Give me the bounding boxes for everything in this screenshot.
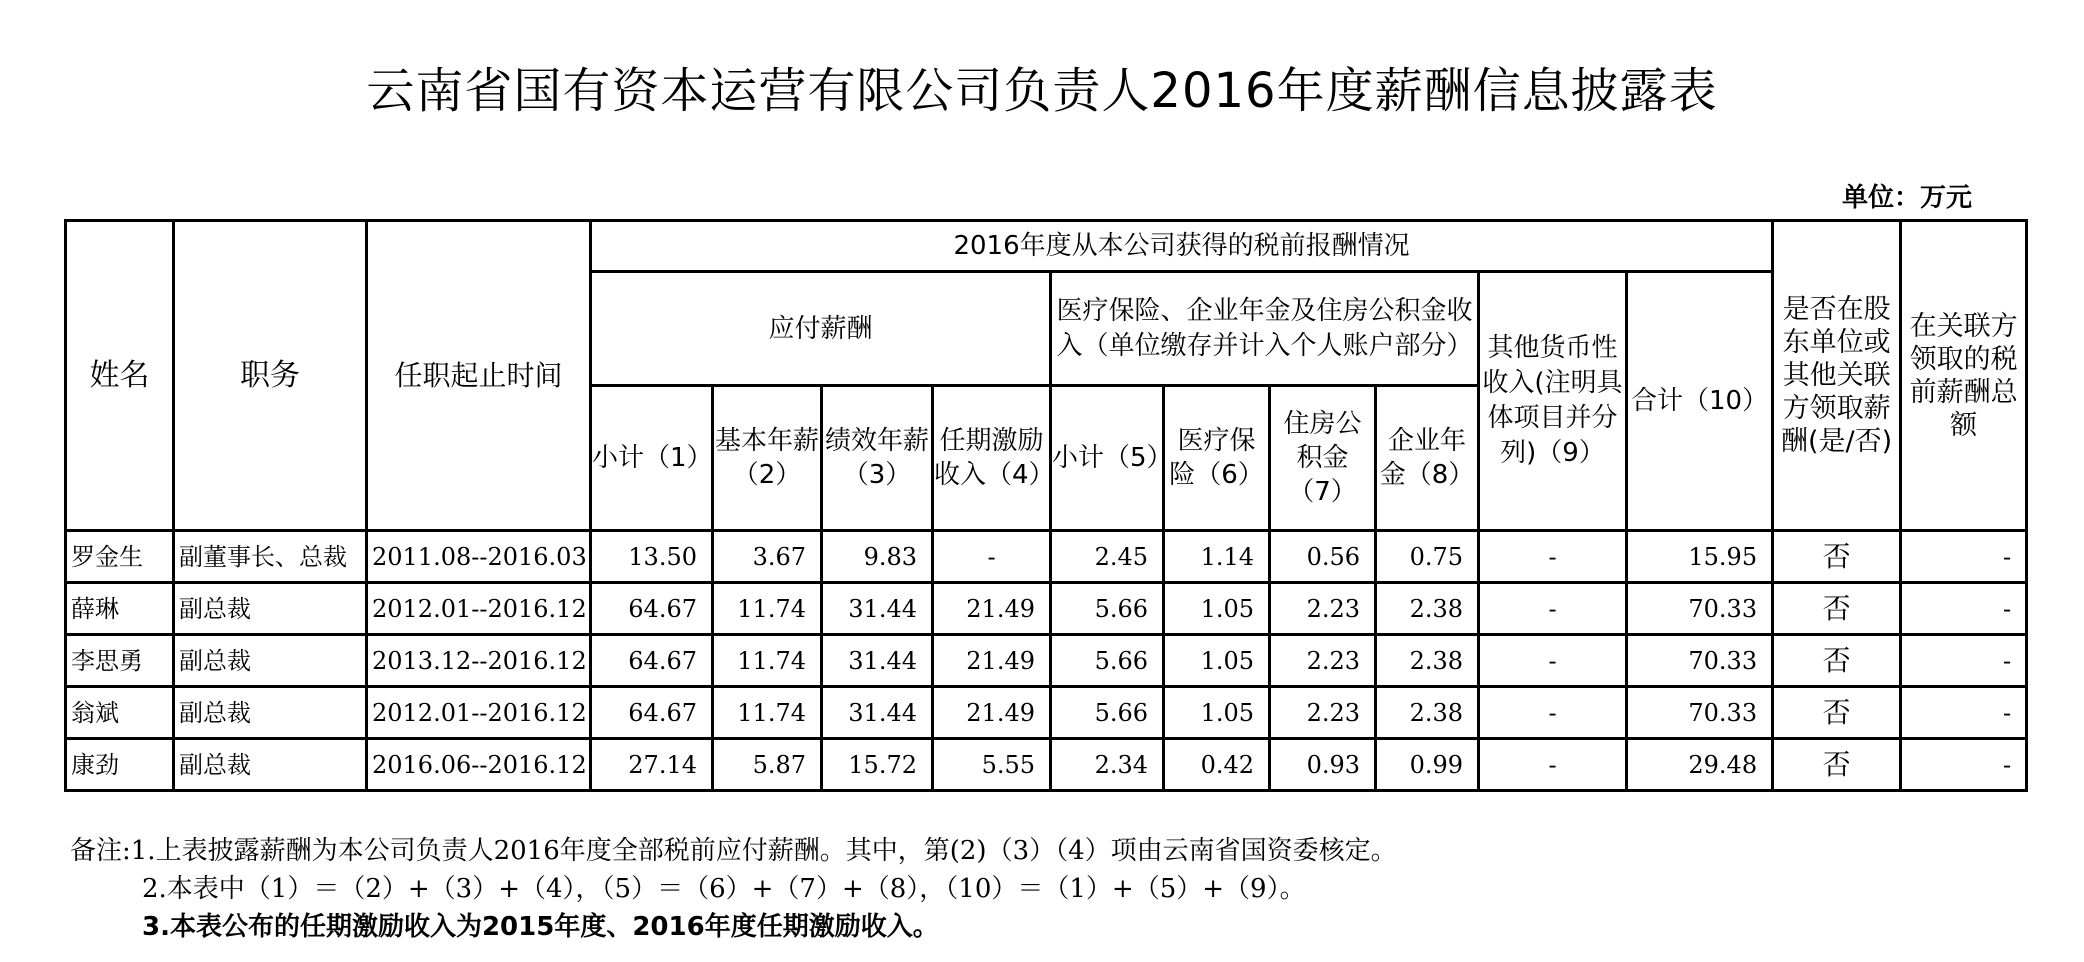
header-insurance-group: 医疗保险、企业年金及住房公积金收入（单位缴存并计入个人账户部分） — [1051, 272, 1479, 386]
cell-term: 2016.06--2016.12 — [367, 739, 591, 791]
header-subtotal-1: 小计（1） — [591, 386, 713, 531]
cell-incentive: 21.49 — [933, 687, 1051, 739]
cell-performance-salary: 15.72 — [822, 739, 933, 791]
cell-subtotal-5: 5.66 — [1051, 635, 1164, 687]
header-name: 姓名 — [66, 221, 174, 531]
cell-name: 薛琳 — [66, 583, 174, 635]
cell-name: 翁斌 — [66, 687, 174, 739]
cell-subtotal-5: 2.45 — [1051, 531, 1164, 583]
cell-is-other: 否 — [1773, 739, 1901, 791]
header-other-income: 其他货币性收入(注明具体项目并分列)（9） — [1479, 272, 1627, 531]
cell-subtotal-1: 64.67 — [591, 687, 713, 739]
header-pretax-group: 2016年度从本公司获得的税前报酬情况 — [591, 221, 1773, 272]
cell-subtotal-5: 5.66 — [1051, 583, 1164, 635]
cell-subtotal-5: 2.34 — [1051, 739, 1164, 791]
cell-is-other: 否 — [1773, 687, 1901, 739]
cell-subtotal-1: 64.67 — [591, 583, 713, 635]
unit-label: 单位：万元 — [1841, 183, 1972, 213]
header-related-total: 在关联方领取的税前薪酬总额 — [1901, 221, 2027, 531]
cell-total: 15.95 — [1627, 531, 1773, 583]
cell-incentive: 21.49 — [933, 635, 1051, 687]
cell-medical: 1.05 — [1164, 583, 1270, 635]
cell-base-salary: 11.74 — [713, 635, 822, 687]
cell-related-total: - — [1901, 583, 2027, 635]
header-total: 合计（10） — [1627, 272, 1773, 531]
table-row — [66, 635, 2027, 687]
cell-position: 副总裁 — [174, 583, 367, 635]
cell-performance-salary: 31.44 — [822, 687, 933, 739]
header-incentive: 任期激励收入（4） — [933, 386, 1051, 531]
cell-housing-fund: 0.56 — [1270, 531, 1376, 583]
table-row — [66, 687, 2027, 739]
header-performance-salary: 绩效年薪（3） — [822, 386, 933, 531]
cell-other-income: - — [1479, 583, 1627, 635]
cell-medical: 1.14 — [1164, 531, 1270, 583]
header-annuity: 企业年金（8） — [1376, 386, 1479, 531]
cell-annuity: 2.38 — [1376, 635, 1479, 687]
cell-related-total: - — [1901, 687, 2027, 739]
cell-housing-fund: 2.23 — [1270, 635, 1376, 687]
salary-table — [64, 219, 2028, 792]
header-base-salary: 基本年薪（2） — [713, 386, 822, 531]
cell-annuity: 0.99 — [1376, 739, 1479, 791]
cell-term: 2013.12--2016.12 — [367, 635, 591, 687]
cell-related-total: - — [1901, 739, 2027, 791]
cell-housing-fund: 0.93 — [1270, 739, 1376, 791]
cell-related-total: - — [1901, 531, 2027, 583]
cell-total: 70.33 — [1627, 583, 1773, 635]
cell-base-salary: 11.74 — [713, 583, 822, 635]
cell-incentive: - — [933, 531, 1051, 583]
header-is-other: 是否在股东单位或其他关联方领取薪酬(是/否) — [1773, 221, 1901, 531]
cell-annuity: 2.38 — [1376, 687, 1479, 739]
cell-term: 2012.01--2016.12 — [367, 583, 591, 635]
header-medical: 医疗保险（6） — [1164, 386, 1270, 531]
cell-name: 李思勇 — [66, 635, 174, 687]
cell-performance-salary: 31.44 — [822, 583, 933, 635]
cell-performance-salary: 31.44 — [822, 635, 933, 687]
cell-subtotal-1: 64.67 — [591, 635, 713, 687]
cell-other-income: - — [1479, 687, 1627, 739]
header-position: 职务 — [174, 221, 367, 531]
cell-is-other: 否 — [1773, 583, 1901, 635]
cell-base-salary: 5.87 — [713, 739, 822, 791]
cell-medical: 1.05 — [1164, 635, 1270, 687]
cell-base-salary: 11.74 — [713, 687, 822, 739]
table-row — [66, 531, 2027, 583]
cell-annuity: 2.38 — [1376, 583, 1479, 635]
cell-term: 2011.08--2016.03 — [367, 531, 591, 583]
cell-other-income: - — [1479, 635, 1627, 687]
note-line-1: 备注:1.上表披露薪酬为本公司负责人2016年度全部税前应付薪酬。其中，第(2)（3）（4）项由云南省国资委核定。 — [70, 836, 1397, 866]
cell-subtotal-5: 5.66 — [1051, 687, 1164, 739]
cell-position: 副总裁 — [174, 739, 367, 791]
cell-subtotal-1: 13.50 — [591, 531, 713, 583]
cell-other-income: - — [1479, 739, 1627, 791]
cell-housing-fund: 2.23 — [1270, 583, 1376, 635]
cell-related-total: - — [1901, 635, 2027, 687]
cell-housing-fund: 2.23 — [1270, 687, 1376, 739]
cell-incentive: 5.55 — [933, 739, 1051, 791]
header-term: 任职起止时间 — [367, 221, 591, 531]
table-row — [66, 583, 2027, 635]
cell-base-salary: 3.67 — [713, 531, 822, 583]
note-line-3: 3.本表公布的任期激励收入为2015年度、2016年度任期激励收入。 — [142, 912, 939, 942]
cell-is-other: 否 — [1773, 635, 1901, 687]
note-line-2: 2.本表中（1）＝（2）+（3）+（4），（5）＝（6）+（7）+（8），（10）＝（1）+（5）+（9）。 — [142, 874, 1306, 904]
header-housing-fund: 住房公积金（7） — [1270, 386, 1376, 531]
cell-position: 副董事长、总裁 — [174, 531, 367, 583]
cell-position: 副总裁 — [174, 687, 367, 739]
cell-other-income: - — [1479, 531, 1627, 583]
cell-medical: 0.42 — [1164, 739, 1270, 791]
cell-total: 70.33 — [1627, 635, 1773, 687]
cell-subtotal-1: 27.14 — [591, 739, 713, 791]
notes — [70, 832, 1397, 946]
cell-annuity: 0.75 — [1376, 531, 1479, 583]
cell-total: 70.33 — [1627, 687, 1773, 739]
cell-incentive: 21.49 — [933, 583, 1051, 635]
cell-name: 康劲 — [66, 739, 174, 791]
page-title: 云南省国有资本运营有限公司负责人2016年度薪酬信息披露表 — [366, 63, 1718, 119]
header-subtotal-5: 小计（5） — [1051, 386, 1164, 531]
cell-performance-salary: 9.83 — [822, 531, 933, 583]
cell-term: 2012.01--2016.12 — [367, 687, 591, 739]
table-row — [66, 739, 2027, 791]
cell-position: 副总裁 — [174, 635, 367, 687]
cell-is-other: 否 — [1773, 531, 1901, 583]
cell-total: 29.48 — [1627, 739, 1773, 791]
header-payable: 应付薪酬 — [591, 272, 1051, 386]
cell-medical: 1.05 — [1164, 687, 1270, 739]
cell-name: 罗金生 — [66, 531, 174, 583]
